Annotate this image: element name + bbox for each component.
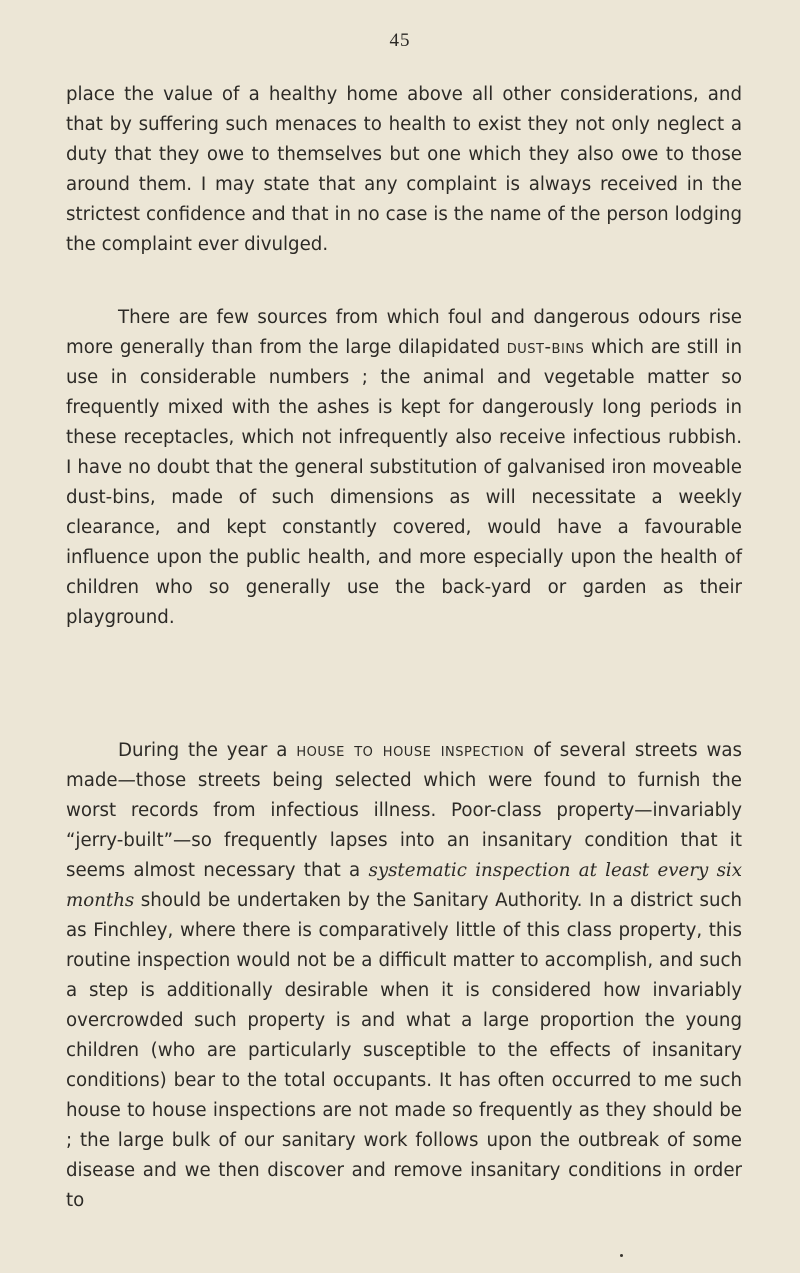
page-speck (620, 1254, 623, 1257)
systematic-inspection-italic: systematic inspection at least every six months (66, 860, 742, 911)
house-inspection-smallcaps: house to house inspection (296, 740, 525, 761)
paragraph-1 (66, 80, 742, 260)
paragraph-2-text-b: which are still in use in considerable numbers ; the animal and vegetable matter so frequently mixed with the ashes is kept for dangerously long periods in these receptacles, which not infrequently also receive infectious rubbish. I have no doubt that the general substitution of galvanised iron moveable dust-bins, made of such dimensions as will necessitate a weekly clearance, and kept constantly covered, would have a favourable influence upon the public health, and more especially upon the health of children who so generally use the back-yard or garden as their playground. (66, 337, 742, 628)
paragraph-3-text-b: of several streets was made—those streets being selected which were found to furnish the worst records from infectious illness. Poor-class property—invariably “jerry-built”—so frequently lapses into an insanitary condition that it seems almost necessary that a (66, 740, 742, 881)
paragraph-3-text-a: During the year a (118, 740, 297, 761)
paragraph-1-text: place the value of a healthy home above all other considerations, and that by suffering such menaces to health to exist they not only neglect a duty that they owe to themselves but one which they also owe to those around them. I may state that any complaint is always received in the strictest confidence and that in no case is the name of the person lodging the complaint ever divulged. (66, 84, 742, 255)
paragraph-3-text-c: should be undertaken by the Sanitary Authority. In a district such as Finchley, where there is comparatively little of this class property, this routine inspection would not be a difficult matter to accomplish, and such a step is additionally desirable when it is considered how invariably overcrowded such property is and what a large proportion the young children (who are particularly susceptible to the effects of insanitary conditions) bear to the total occupants. It has often occurred to me such house to house inspections are not made so frequently as they should be ; the large bulk of our sanitary work follows upon the outbreak of some disease and we then discover and remove insanitary conditions in order to (66, 890, 742, 1211)
paragraph-3 (66, 736, 742, 1216)
paragraph-2 (66, 303, 742, 633)
paragraph-2-text-a: There are few sources from which foul and dangerous odours rise more generally than from the large dilapidated (66, 307, 742, 358)
dust-bins-smallcaps: dust-bins (506, 337, 585, 358)
page-number: 45 (389, 30, 411, 51)
